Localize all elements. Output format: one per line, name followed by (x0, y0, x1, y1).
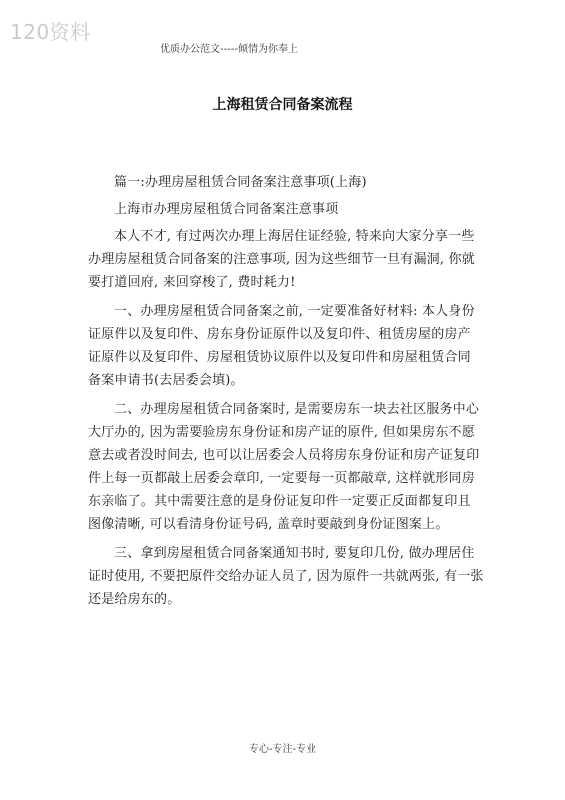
document-title: 上海租赁合同备案流程 (212, 97, 353, 113)
section-heading: 篇一:办理房屋租赁合同备案注意事项(上海) (114, 175, 367, 190)
watermark-logo: 120资料 (10, 20, 91, 44)
paragraph-line: 备案申请书(去居委会填)。 (88, 373, 244, 388)
paragraph-line: 二、办理房屋租赁合同备案时, 是需要房东一块去社区服务中心 (114, 402, 480, 417)
document-body (88, 171, 484, 611)
paragraph-line: 件上每一页都敲上居委会章印, 一定要每一页都敲章, 这样就形同房 (88, 471, 475, 486)
paragraph-line: 办理房屋租赁合同备案的注意事项, 因为这些细节一旦有漏洞, 你就 (88, 252, 475, 267)
page-footer: 专心-专注-专业 (248, 744, 317, 755)
paragraph-line: 大厅办的, 因为需要验房东身份证和房产证的原件, 但如果房东不愿 (88, 425, 475, 440)
paragraph-line: 本人不才, 有过两次办理上海居住证经验, 特来向大家分享一些 (114, 229, 475, 244)
paragraph-line: 证原件以及复印件、房东身份证原件以及复印件、租赁房屋的房产 (88, 327, 471, 342)
paragraph-line: 证时使用, 不要把原件交给办证人员了, 因为原件一共就两张, 有一张 (88, 569, 484, 584)
paragraph-line: 三、拿到房屋租赁合同备案通知书时, 要复印几份, 做办理居住 (114, 546, 475, 561)
paragraph-line: 图像清晰, 可以看清身份证号码, 盖章时要敲到身份证图案上。 (88, 517, 449, 532)
paragraph-line: 意去或者没时间去, 也可以让居委会人员将房东身份证和房产证复印 (88, 448, 480, 463)
paragraph-line: 要打道回府, 来回穿梭了, 费时耗力! (88, 275, 296, 290)
paragraph-line: 证原件以及复印件、房屋租赁协议原件以及复印件和房屋租赁合同 (88, 350, 471, 365)
page-header: 优质办公范文-----倾情为你奉上 (160, 44, 299, 55)
paragraph-line: 东亲临了。其中需要注意的是身份证复印件一定要正反面都复印且 (88, 494, 471, 509)
paragraph-line: 一、办理房屋租赁合同备案之前, 一定要准备好材料: 本人身份 (114, 304, 475, 319)
subtitle-line: 上海市办理房屋租赁合同备案注意事项 (114, 202, 339, 217)
paragraph-line: 还是给房东的。 (88, 592, 181, 607)
